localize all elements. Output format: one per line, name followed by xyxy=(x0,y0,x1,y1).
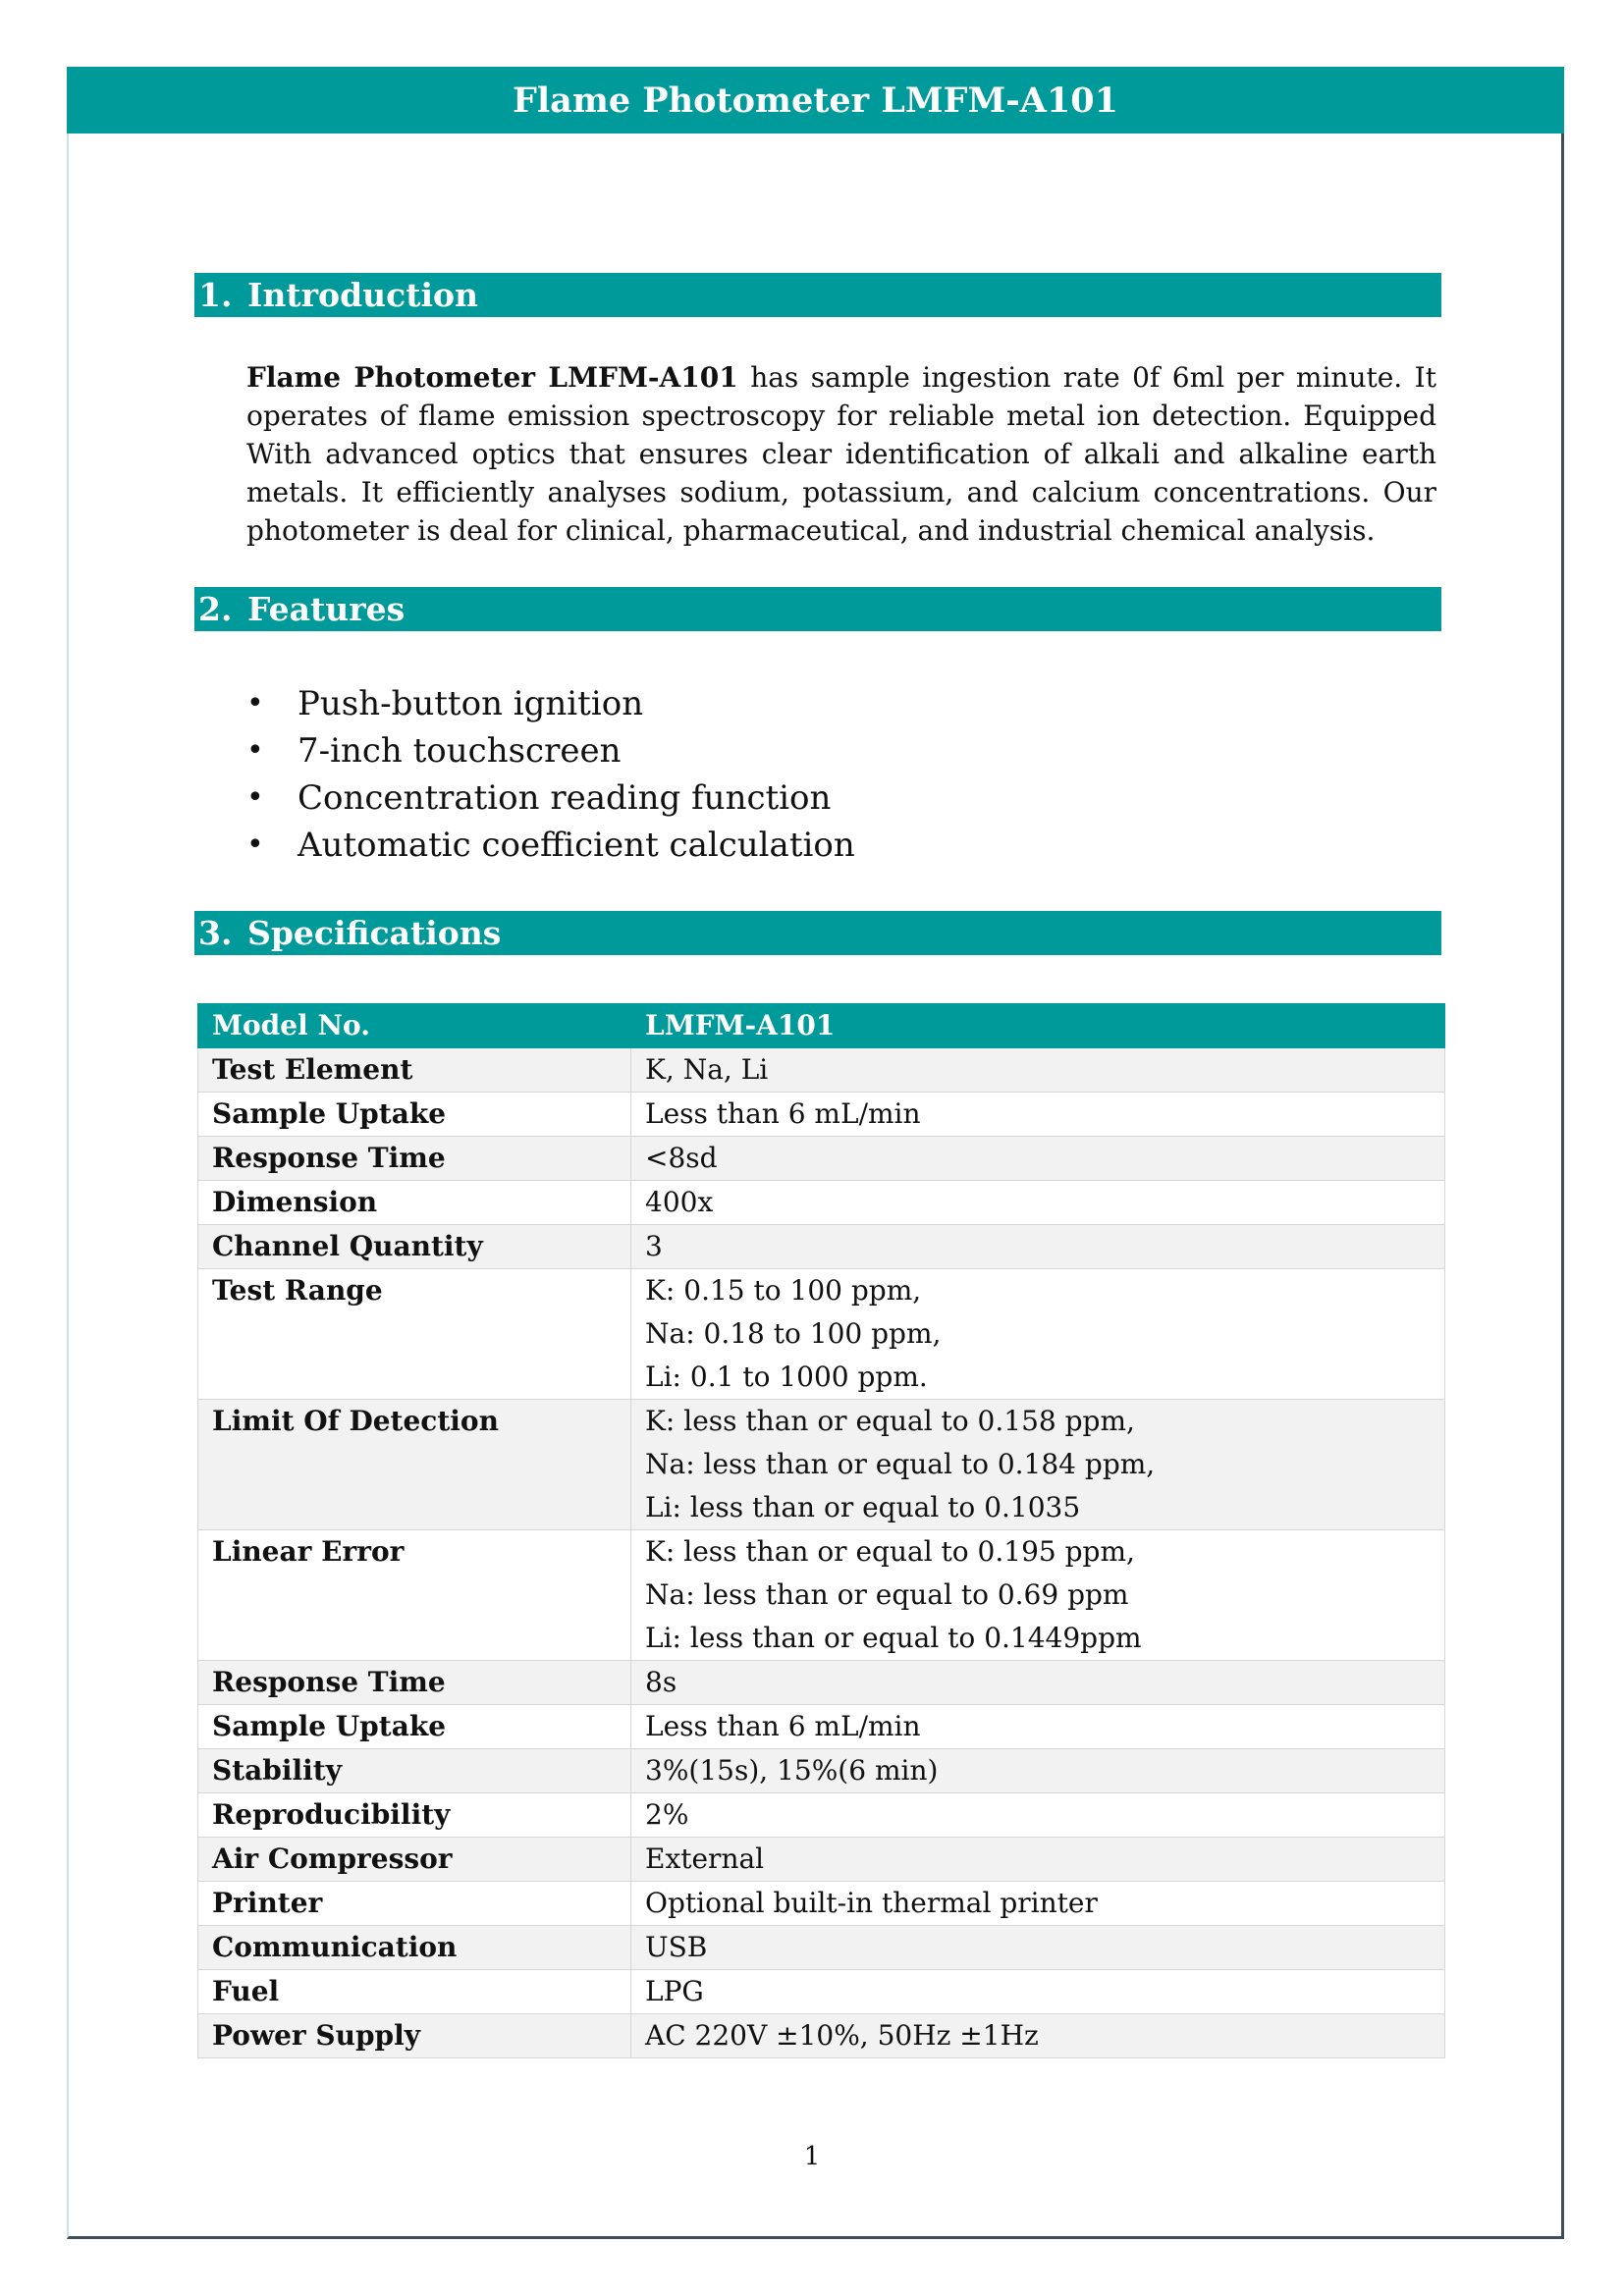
spec-value-line: <8sd xyxy=(645,1142,718,1174)
spec-value xyxy=(631,1093,1445,1137)
table-row xyxy=(198,1882,1445,1926)
spec-value-line: K: 0.15 to 100 ppm, xyxy=(645,1274,922,1307)
section-number: 2. xyxy=(198,590,233,628)
spec-key: Sample Uptake xyxy=(198,1705,631,1749)
spec-key: Linear Error xyxy=(198,1530,631,1661)
table-row xyxy=(198,2014,1445,2058)
spec-key: Test Element xyxy=(198,1048,631,1093)
spec-key: Communication xyxy=(198,1926,631,1970)
table-row xyxy=(198,1838,1445,1882)
table-row xyxy=(198,1137,1445,1181)
table-row xyxy=(198,1181,1445,1225)
table-row xyxy=(198,1793,1445,1838)
list-item xyxy=(246,727,855,774)
bullet-icon: • xyxy=(246,828,264,862)
spec-value xyxy=(631,1970,1445,2014)
table-row xyxy=(198,1530,1445,1661)
bullet-icon: • xyxy=(246,686,264,721)
section-number: 3. xyxy=(198,914,233,952)
section-label: Specifications xyxy=(247,914,502,952)
table-header-row xyxy=(198,1004,1445,1048)
spec-value xyxy=(631,1400,1445,1530)
table-header-key: Model No. xyxy=(198,1004,631,1048)
spec-value-line: K: less than or equal to 0.195 ppm, xyxy=(645,1535,1135,1568)
spec-value xyxy=(631,1838,1445,1882)
spec-value xyxy=(631,1749,1445,1793)
spec-value-line: 2% xyxy=(645,1798,689,1831)
table-row xyxy=(198,1225,1445,1269)
spec-value-line: Less than 6 mL/min xyxy=(645,1097,921,1130)
spec-key: Fuel xyxy=(198,1970,631,2014)
list-item xyxy=(246,680,855,727)
section-heading-introduction xyxy=(194,273,1441,317)
section-heading-features xyxy=(194,587,1441,631)
spec-key: Channel Quantity xyxy=(198,1225,631,1269)
spec-value-line: Less than 6 mL/min xyxy=(645,1710,921,1742)
spec-value-line: K: less than or equal to 0.158 ppm, xyxy=(645,1405,1135,1437)
spec-value-line: 8s xyxy=(645,1666,677,1698)
spec-value xyxy=(631,1269,1445,1400)
document-title-text: Flame Photometer LMFM-A101 xyxy=(513,80,1118,121)
spec-key: Printer xyxy=(198,1882,631,1926)
spec-key: Test Range xyxy=(198,1269,631,1400)
feature-text: Concentration reading function xyxy=(298,778,832,818)
spec-key: Stability xyxy=(198,1749,631,1793)
bullet-icon: • xyxy=(246,733,264,768)
table-header-value: LMFM-A101 xyxy=(631,1004,1445,1048)
table-row xyxy=(198,1400,1445,1530)
feature-text: 7-inch touchscreen xyxy=(298,731,622,771)
spec-value xyxy=(631,1926,1445,1970)
spec-key: Limit Of Detection xyxy=(198,1400,631,1530)
features-list xyxy=(246,680,855,869)
page-number: 1 xyxy=(803,2142,821,2171)
spec-value-line: AC 220V ±10%, 50Hz ±1Hz xyxy=(645,2019,1039,2052)
spec-value-line: Li: 0.1 to 1000 ppm. xyxy=(645,1361,928,1393)
spec-key: Response Time xyxy=(198,1661,631,1705)
intro-bold-lead: Flame Photometer LMFM-A101 xyxy=(246,361,738,394)
table-row xyxy=(198,1970,1445,2014)
table-row xyxy=(198,1926,1445,1970)
spec-key: Sample Uptake xyxy=(198,1093,631,1137)
feature-text: Push-button ignition xyxy=(298,684,644,723)
section-label: Features xyxy=(247,590,406,628)
spec-value-line: Na: less than or equal to 0.184 ppm, xyxy=(645,1448,1156,1480)
spec-value-line: Li: less than or equal to 0.1035 xyxy=(645,1491,1081,1523)
spec-key: Power Supply xyxy=(198,2014,631,2058)
spec-value-line: 3%(15s), 15%(6 min) xyxy=(645,1754,939,1787)
table-row xyxy=(198,1269,1445,1400)
list-item xyxy=(246,774,855,822)
table-row xyxy=(198,1048,1445,1093)
table-row xyxy=(198,1705,1445,1749)
spec-value xyxy=(631,1705,1445,1749)
spec-value xyxy=(631,1181,1445,1225)
spec-value-line: 400x xyxy=(645,1186,714,1218)
spec-value-line: Optional built-in thermal printer xyxy=(645,1887,1098,1919)
specifications-table xyxy=(197,1003,1445,2058)
table-row xyxy=(198,1749,1445,1793)
spec-value-line: K, Na, Li xyxy=(645,1053,769,1086)
spec-value-line: USB xyxy=(645,1931,708,1963)
spec-value xyxy=(631,2014,1445,2058)
table-row xyxy=(198,1661,1445,1705)
feature-text: Automatic coefficient calculation xyxy=(298,826,855,865)
spec-value xyxy=(631,1048,1445,1093)
spec-key: Dimension xyxy=(198,1181,631,1225)
spec-value-line: LPG xyxy=(645,1975,704,2007)
section-label: Introduction xyxy=(247,276,479,314)
spec-value-line: Na: 0.18 to 100 ppm, xyxy=(645,1317,942,1350)
spec-value-line: 3 xyxy=(645,1230,663,1262)
spec-key: Air Compressor xyxy=(198,1838,631,1882)
spec-value xyxy=(631,1530,1445,1661)
table-row xyxy=(198,1093,1445,1137)
spec-value xyxy=(631,1882,1445,1926)
spec-value xyxy=(631,1661,1445,1705)
spec-key: Reproducibility xyxy=(198,1793,631,1838)
section-number: 1. xyxy=(198,276,233,314)
introduction-paragraph xyxy=(246,358,1436,550)
spec-value-line: Na: less than or equal to 0.69 ppm xyxy=(645,1578,1129,1611)
bullet-icon: • xyxy=(246,780,264,815)
spec-value xyxy=(631,1793,1445,1838)
spec-value xyxy=(631,1225,1445,1269)
section-heading-specifications xyxy=(194,911,1441,955)
document-title xyxy=(67,67,1564,133)
spec-value-line: Li: less than or equal to 0.1449ppm xyxy=(645,1622,1142,1654)
spec-value-line: External xyxy=(645,1842,765,1875)
spec-value xyxy=(631,1137,1445,1181)
intro-text: has sample ingestion rate 0f 6ml per minute. It operates of flame emission spectroscopy for reliable metal ion detection. Equipped With advanced optics that ensures clear identification of alkali and alkaline earth metals. It efficiently analyses sodium, potassium, and calcium concentrations. Our photometer is deal for clinical, pharmaceutical, and industrial chemical analysis. xyxy=(246,361,1436,547)
spec-key: Response Time xyxy=(198,1137,631,1181)
list-item xyxy=(246,822,855,869)
